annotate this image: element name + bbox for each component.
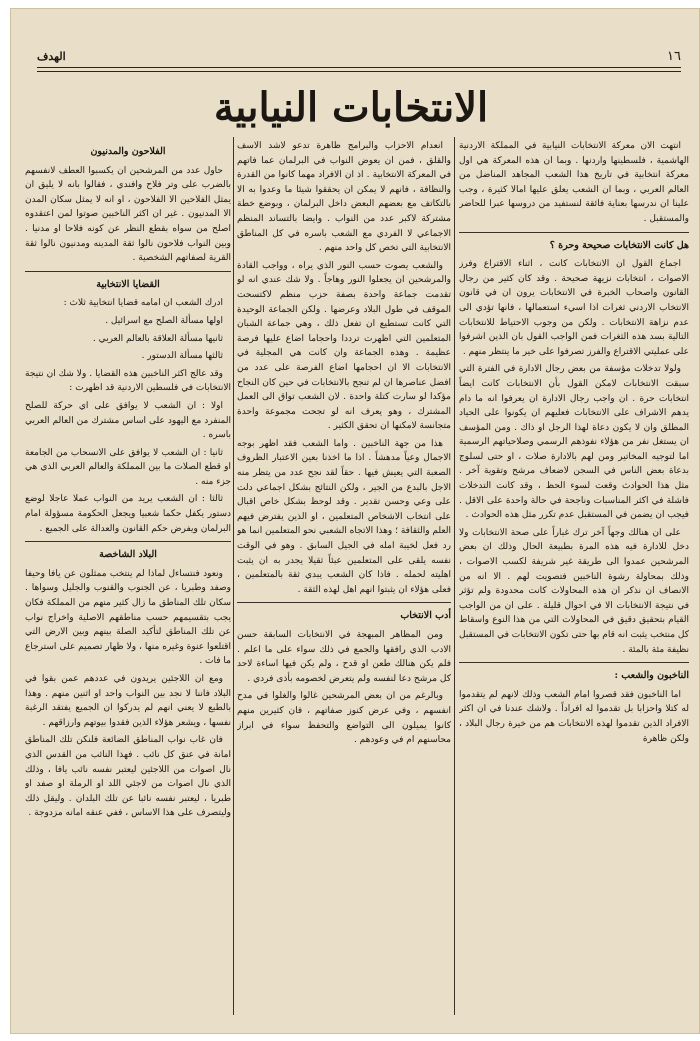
paragraph: ونعود فنتساءل لماذا لم ينتخب ممثلون عن يافا وحيفا وصفد وطبريا ، عن الجنوب والقنوب والجليل وسواها . سكان تلك المناطق ما زال كثير منهم من المملكة فكان يجب بتقسيمهم حسب مناطقهم الاصلية واخراج نواب عن تلك المناطق لتأكيد الصلة بينهم وبين الارض التي اقتلعوا عنوة وغيره منها ، ولا ظهار تصميم على استرجاع ما فات . — [25, 568, 231, 667]
section-divider — [25, 271, 231, 272]
paragraph: انتهت الان معركة الانتخابات النيابية في المملكة الاردنية الهاشمية ، فلسطينها واردنها . وبما ان هذه المعركة هي اول معركة انتخابية في تاريخ هذا الشعب المجاهد المناضل من العالم العربي ، وبما ان الشعب يعلق عليها امالا كثيرة ، وجب علينا ان ندرسها بعناية فائقة لنستفيد من دروسها عبرا للحاضر والمستقبل . — [459, 141, 689, 224]
column-left — [25, 139, 231, 1033]
paragraph: اما الناخبون فقد قصروا امام الشعب وذلك لانهم لم يتقدموا له كتلا واحزابا بل تقدموا له افراداً . ولاشك عندنا في ان اكثر الافراد الذين تقدموا لهذه الانتخابات هم من خيرة رجال البلاد ، ولكن ظاهرة — [459, 689, 689, 744]
column-middle — [237, 139, 451, 1033]
paragraph: هذا من جهة الناخبين . واما الشعب فقد اظهر بوجه الاجمال وعياً مدهشاً . اذا ما اخذنا بعين الاعتبار الظروف الصعبة التي يعيش فيها . حقاً لقد نجح عدد من يتظر منه الاجل بالبدع من الجير ، ولكن النتائج بشكل اجماعي دلت على وعي وحسن تقدير . وقد لوحظ بشكل خاص اقبال على انتخاب الاشخاص المتعلمين ، او الذين يفترض فيهم العلم والثقافة ؛ وهذا الاتجاه الشعبي نحو المتعلمين انما هو رد فعل لخيبة امله في الجيل السابق . وهو في الوقت نفسه يلقى على المتعلمين عبئاً ثقيلا يجدر به ان يثبت اهليته لحمله . فاذا كان الشعب يبدي ثقة بالمتعلمين ، فعلى هؤلاء ان يثبتوا انهم اهل لهذه الثقة . — [237, 438, 451, 595]
paragraph: والشعب يصوت حسب النور الذي يراه ، وواجب القادة والمرشحين ان يجعلوا النور وهاجاً . ولا شك عندي انه لو تقدمت جماعة واحدة بصفة حزب منظم لاكتسحت الموقف في طول البلاد وعرضها . ولكن الجماعة الوحيدة التي كانت تستطيع ان تفعل ذلك ، وهي جماعة الشبان المتعلمين التي اظهرت ترددا واحجاما اضاع عليها فرصة عظيمة . وهذه الجماعة وان كانت هي المجلية في الانتخابات الا ان احجامها اضاع الفرصة على عدد من افضل عناصرها ان لم تنجح بالانتخابات في حين كان النجاح مؤكدا لو سارت كتلة واحدة . لان الشعب تواق الى العمل المشترك ، وهو يعرف انه لو تجحت مجموعة واحدة متجانسة لامكنها ان تحقق الكثير . — [237, 260, 451, 432]
journal-name: الهدف — [37, 49, 66, 63]
paragraph: حاول عدد من المرشحين ان يكسبوا العطف لانفسهم بالضرب على وتر فلاح وافندي ، فقالوا بانه لا يليق ان يمثل الفلاحين الا الفلاحون ، او انه لا يمثل سكان المدن الا المدنيون . غير ان اكثر الناخبين صوتوا لمن اعتقدوه اصلح من سواه بقطع النظر عن كونه فلاحا او مدنيا . وبين النواب فلاحون نالوا ثقة المدينه ومدنيون نالوا ثقة القرية لصفاتهم الشخصية . — [25, 165, 231, 264]
paragraph: اجماع القول ان الانتخابات كانت ، اثناء الاقتراع وفرز الاصوات ، انتخابات نزيهة صحيحة . وقد كان كثير من رجال القانون واصحاب الخبرة في الانتخابات يرون ان في قانون الانتخاب الاردني ثغرات اذا اسيء استعمالها ، فانها تؤدي الى عدم نزاهة الانتخابات . ولكن من وجوب الاحتياط للانتخابات التالية بسد هذه الثغرات فمن الواجب القول بان الذين اشرفوا على عمليتي الاقتراع والفرز تصرفوا على خير ما ينتظر منهم . — [459, 259, 689, 357]
paragraph: على ان هنالك وجهاً آخر ترك غباراً على صحة الانتخابات ولا دخل للادارة فيه هذه المرة بطبيعة الحال وذلك ان بعض المرشحين عمدوا الى طريقة غير شريفة لكسب الاصوات ، وذلك بمحاولة رشوة الناخبين فتصويت لهم . الا انه من الانصاف ان نذكر ان هذه المحاولات كانت محدودة ولم تؤثر في نتيجة الانتخابات الا في احوال قليلة . على ان من الواجب القيام بتحقيق دقيق في المحاولات التي من هذا النوع واسقاط كل منتخب يثبت انه قام بها حتى تكون الانتخابات في المستقبل نظيفة مئة بالمئة . — [459, 527, 689, 655]
list-item: ثانيها مسألة العلاقة بالعالم العربي . — [92, 333, 223, 344]
list-item: ثالثها مسألة الدستور . — [141, 351, 223, 362]
paragraph: ادرك الشعب ان امامه قضايا انتخابية ثلاث : — [63, 298, 223, 309]
page-number: ١٦ — [667, 48, 681, 64]
header-rule — [37, 67, 681, 68]
article-headline: الانتخابات النيابية — [213, 84, 489, 131]
header-rule-thin — [37, 71, 681, 72]
section-divider — [25, 541, 231, 542]
column-divider — [233, 137, 234, 1015]
section-heading: البلاد الشاخصة — [99, 549, 157, 561]
list-item: ثانيا : ان الشعب لا يوافق على الانسحاب من الجامعة او قطع الصلات ما بين المملكة والعالم العربي الذي هي جزء منه . — [25, 447, 231, 487]
paragraph: انعدام الاحزاب والبرامج ظاهرة تدعو لاشد الاسف والقلق ، فمن ان يعوض النواب في البرلمان عما فاتهم في المعركة الانتخابية . اذ ان الافراد مهما كانوا من القدرة والنظافة ، فانهم لا يمكن ان يحققوا شيئا ما وعدوا به الا بالتكاتف مع بعضهم البعض داخل البرلمان ، وبوضع خطة مشتركة لاكبر عدد من النواب . وايضا بالتساند المنظم الاجماعي لا الفردي مع الشعب باسره في كل المناطق الانتخابية التي تخص كل واحد منهم . — [237, 141, 451, 254]
section-heading: هل كانت الانتخابات صحيحة وحرة ؟ — [549, 239, 689, 251]
section-heading: القضايا الانتخابية — [96, 278, 160, 290]
page-header — [37, 45, 681, 67]
section-heading: أدب الانتخاب — [400, 610, 451, 622]
paragraph: ومع ان اللاجئين يريدون في عددهم عمن بقوا في البلاد فاننا لا نجد بين النواب واحد او اثنين منهم . وهذا بالطبع لا يعني انهم لم يدركوا ان الجميع يفتقد الرغبة نفسها ، ويشعر هؤلاء الذين فقدوا بيوتهم وارزاقهم . — [25, 674, 231, 728]
list-item: اولها مسألة الصلح مع اسرائيل . — [105, 315, 223, 326]
paragraph: ومن المظاهر المبهجة في الانتخابات السابقة حسن الادب الذي رافقها والجمع في ذلك سواء على ما اعلم . فلم يكن هنالك طعن او قدح ، ولم يكن فيها اساءة لاحد كل مرشح دعا لنفسه ولم يتعرض لخصومه بأذى فردي . — [237, 630, 451, 684]
paragraph: فان غاب نواب المناطق الضائعة فلنكن تلك المناطق امانة في عنق كل نائب . فهذا النائب من القدس الذي نال اصوات من اللاجئين ليعتبر نفسه نائب يافا ، وذلك الذي نال اصوات من لاجئي اللد او الرملة او صفد او طبريا ، ليعتبر نفسه نائبا عن تلك البلدان . وليقل ذلك وليتصرف على هذا الاساس ، ففي عنقه امانه مزدوجة . — [25, 735, 231, 819]
newspaper-page — [10, 8, 700, 1034]
paragraph: ولولا تدخلات مؤسفة من بعض رجال الادارة في الفترة التي سبقت الانتخابات لامكن القول بأن الانتخابات كانت ايضاً انتخابات حرة . ان واجب رجال الادارة ان يعرفوا انه ما دام يدهم الاشراف على الانتخابات فعليهم ان يكونوا على الحياد المطلق وان لا يكون دعاة لهذا الرجل او ذاك . ومن المؤسف ان يستغل نفر من هؤلاء نفوذهم الرسمي وصلاحياتهم الرسمية اما لتوجيه المخاتير ومن لهم بالادارة صلات ، او حتى لسلوج بدعاة بعض الناس في السجن لاضعاف مرشح وتقوية آخر . مثل هذا الحوادث وقعت لسوء الحظ ، وقد كانت التدخلات فاشلة في اكثر المناسبات وناجحة في حالة واحدة على الاقل . فيجب ان يضمن في المستقبل عدم تكرر مثل هذه الحوادث . — [459, 364, 689, 521]
paragraph: وبالرغم من ان بعض المرشحين غالوا والغلوا في مدح انفسهم ، وفي عرض كنوز صفاتهم ، فان كثيرين منهم كانوا يميلون الى التواضع والتحفظ سواء في ابراز محاسنهم ام في وعودهم . — [237, 691, 451, 746]
list-item: ثالثا : ان الشعب يريد من النواب عملا عاجلا لوضع دستور يكفل حكما شعبيا ويجعل الحكومة مسؤولة امام البرلمان ويفرض حكم القانون والعدالة على الجميع . — [25, 494, 231, 534]
section-divider — [459, 232, 689, 233]
column-divider — [454, 137, 455, 1015]
section-heading: الناخبون والشعب : — [614, 670, 689, 682]
column-right — [459, 139, 689, 1033]
list-item: اولا : ان الشعب لا يوافق على اي حركة للصلح المنفرد مع اليهود على اساس مشترك من العالم العربي باسره . — [25, 400, 231, 441]
section-divider — [459, 662, 689, 663]
paragraph: وقد عالج اكثر الناخبين هذه القضايا . ولا شك ان نتيجة الانتخابات في فلسطين الاردنية قد اظهرت : — [25, 368, 231, 394]
section-divider — [237, 602, 451, 603]
section-heading: الفلاحون والمدنيون — [90, 146, 166, 157]
